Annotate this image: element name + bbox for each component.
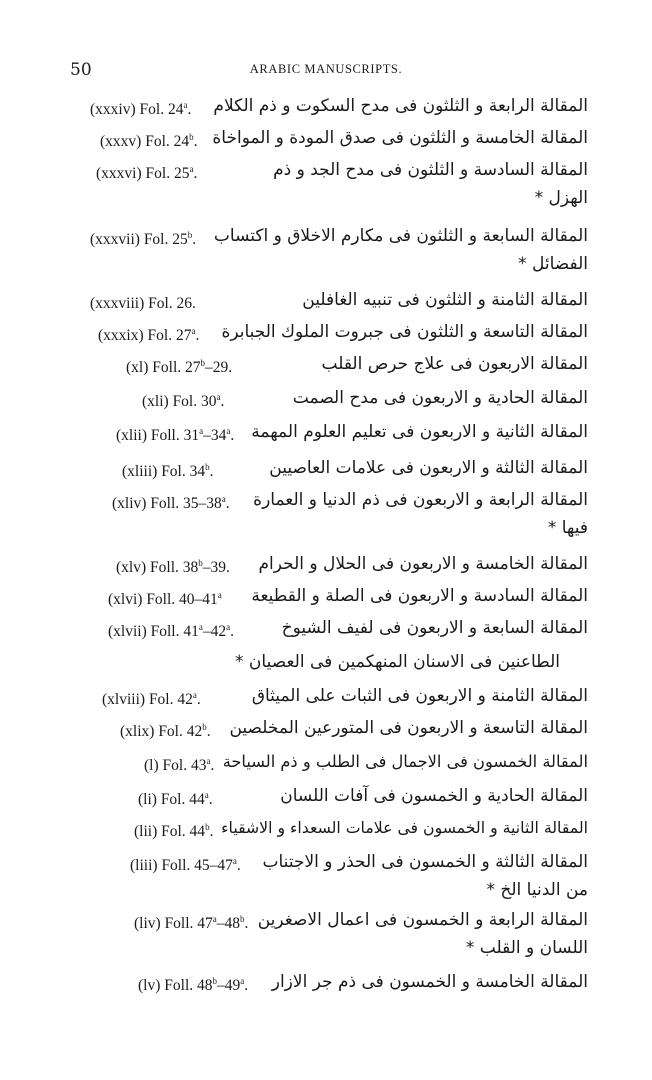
- folio-text: Foll. 45–47: [161, 857, 233, 874]
- section-number: (xlv): [116, 559, 147, 576]
- folio-text: Foll. 47: [164, 915, 213, 932]
- arabic-chapter-title: المقالة الثانية و الاربعون فى تعليم العلوم المهمة: [251, 422, 588, 442]
- folio-text: Fol. 25: [145, 165, 190, 182]
- folio-side: a: [199, 426, 204, 436]
- arabic-chapter-title: المقالة الثامنة و الاربعون فى الثبات على الميثاق: [251, 686, 588, 706]
- folio-reference: [90, 100, 191, 119]
- section-number: (liii): [130, 857, 158, 874]
- folio-range-rest: .: [225, 495, 230, 512]
- folio-reference: [108, 622, 234, 641]
- folio-range-rest: –48: [216, 915, 241, 932]
- section-number: (xxxix): [98, 327, 144, 344]
- folio-reference: [122, 462, 214, 481]
- folio-side: a: [217, 590, 222, 600]
- entry-row: [0, 752, 652, 780]
- entry-row: [0, 718, 652, 746]
- folio-text: Fol. 43: [162, 757, 207, 774]
- folio-side: b: [205, 822, 210, 832]
- folio-range-rest: .: [208, 791, 213, 808]
- folio-reference: [98, 326, 199, 345]
- section-number: (xlii): [116, 427, 147, 444]
- folio-reference: [116, 426, 234, 445]
- folio-text: Fol. 25: [143, 231, 188, 248]
- section-number: (xli): [142, 393, 169, 410]
- section-number: (xxxvii): [90, 231, 140, 248]
- entry-row: [0, 972, 652, 1000]
- folio-side: b: [202, 722, 207, 732]
- folio-reference: [96, 164, 197, 183]
- folio-reference: [112, 494, 230, 513]
- folio-side: a: [198, 622, 203, 632]
- folio-range-rest: .: [220, 393, 225, 410]
- entry-row: [0, 786, 652, 814]
- folio-side: a: [192, 690, 197, 700]
- folio-range-rest: .: [187, 101, 192, 118]
- arabic-chapter-title: المقالة الثامنة و الثلثون فى تنبيه الغافلين: [302, 290, 588, 310]
- folio-text: Fol. 42: [148, 691, 193, 708]
- folio-range-rest: –34: [203, 427, 227, 444]
- folio-reference: [138, 790, 213, 809]
- arabic-title-continuation: الهزل *: [534, 188, 588, 208]
- folio-text: Foll. 31: [150, 427, 200, 444]
- section-number: (lii): [134, 823, 158, 840]
- folio-side: a: [232, 856, 237, 866]
- folio-reference: [108, 590, 222, 609]
- folio-text: Foll. 41: [150, 623, 199, 640]
- section-number: (liv): [134, 915, 161, 932]
- section-number: (xlvii): [108, 623, 147, 640]
- folio-range-rest: .: [209, 463, 214, 480]
- folio-side: a: [206, 756, 211, 766]
- folio-reference: [144, 756, 214, 775]
- section-number: (li): [138, 791, 157, 808]
- folio-reference: [90, 230, 196, 249]
- folio-text: Fol. 42: [158, 723, 203, 740]
- arabic-chapter-title: المقالة السادسة و الثلثون فى مدح الجد و ذم: [273, 160, 588, 180]
- folio-reference: [138, 976, 248, 995]
- entry-row: [0, 160, 652, 188]
- folio-range-rest: –29.: [205, 359, 233, 376]
- arabic-chapter-title: المقالة التاسعة و الثلثون فى جبروت الملوك الجبابرة: [221, 322, 588, 342]
- arabic-chapter-title: المقالة الثانية و الخمسون فى علامات السعداء و الاشقياء: [221, 818, 588, 837]
- arabic-chapter-title: المقالة السادسة و الاربعون فى الصلة و القطيعة: [251, 586, 588, 606]
- folio-side: b: [212, 976, 217, 986]
- section-number: (xxxviii): [90, 295, 145, 312]
- folio-text: Fol. 34: [161, 463, 206, 480]
- folio-side-end: a: [240, 976, 245, 986]
- entry-row: [0, 458, 652, 486]
- arabic-chapter-title: المقالة الرابعة و الاربعون فى ذم الدنيا و العمارة: [253, 490, 588, 510]
- folio-range-rest: .: [192, 231, 197, 248]
- entry-row: [0, 322, 652, 350]
- entry-row: [0, 818, 652, 846]
- entry-row: [0, 910, 652, 938]
- arabic-chapter-title: المقالة الاربعون فى علاج حرص القلب: [321, 354, 588, 374]
- folio-side-end: a: [226, 426, 231, 436]
- section-number: (lv): [138, 977, 161, 994]
- page-number: 50: [70, 60, 92, 80]
- folio-range-rest: .: [210, 757, 215, 774]
- arabic-chapter-title: المقالة الخامسة و الثلثون فى صدق المودة و المواخاة: [212, 128, 588, 148]
- folio-text: Foll. 48: [164, 977, 213, 994]
- arabic-chapter-title: المقالة التاسعة و الاربعون فى المتورعين المخلصين: [229, 718, 588, 738]
- folio-range-rest: .: [195, 327, 200, 344]
- arabic-chapter-title: المقالة الحادية و الاربعون فى مدح الصمت: [292, 388, 588, 408]
- folio-text: Fol. 27: [147, 327, 192, 344]
- section-number: (l): [144, 757, 159, 774]
- folio-reference: [134, 822, 213, 841]
- section-number: (xlviii): [102, 691, 146, 708]
- folio-range-rest: –39.: [202, 559, 230, 576]
- folio-side: a: [189, 164, 194, 174]
- folio-text: Foll. 40–41: [146, 591, 218, 608]
- folio-range-rest: .: [236, 857, 241, 874]
- entry-row: [0, 686, 652, 714]
- folio-side: a: [221, 494, 226, 504]
- folio-side: b: [198, 558, 203, 568]
- folio-text: Fol. 44: [161, 823, 206, 840]
- section-number: (xliv): [112, 495, 147, 512]
- entry-row: [0, 586, 652, 614]
- folio-side: a: [204, 790, 209, 800]
- section-number: (xliii): [122, 463, 158, 480]
- folio-range-rest: .: [196, 691, 201, 708]
- entry-row: [0, 96, 652, 124]
- folio-reference: [116, 558, 230, 577]
- section-number: (xlvi): [108, 591, 143, 608]
- section-number: (xxxv): [100, 133, 142, 150]
- folio-range-end: .: [244, 977, 249, 994]
- arabic-chapter-title: المقالة الثالثة و الخمسون فى الحذر و الاجتناب: [262, 852, 588, 872]
- folio-side-end: a: [226, 622, 231, 632]
- folio-range-end: .: [230, 427, 235, 444]
- folio-range-rest: –49: [217, 977, 241, 994]
- entry-row: [0, 554, 652, 582]
- entry-row: [0, 618, 652, 646]
- arabic-chapter-title: المقالة السابعة و الثلثون فى مكارم الاخلاق و اكتساب: [213, 226, 588, 246]
- folio-side: b: [205, 462, 210, 472]
- arabic-chapter-title: المقالة الحادية و الخمسون فى آفات اللسان: [280, 786, 588, 806]
- arabic-chapter-title: المقالة الخمسون فى الاجمال فى الطلب و ذم السياحة: [222, 752, 588, 771]
- folio-range-rest: .: [206, 723, 211, 740]
- entry-row: [0, 354, 652, 382]
- folio-reference: [134, 914, 248, 933]
- folio-reference: [100, 132, 198, 151]
- arabic-chapter-title: المقالة الثالثة و الاربعون فى علامات العاصيين: [269, 458, 588, 478]
- arabic-chapter-title: المقالة السابعة و الاربعون فى لفيف الشيوخ: [281, 618, 588, 638]
- folio-side: b: [200, 358, 205, 368]
- arabic-title-continuation: الطاعنين فى الاسنان المنهكمين فى العصيان *: [235, 652, 560, 672]
- section-number: (xxxiv): [90, 101, 136, 118]
- folio-side: a: [191, 326, 196, 336]
- arabic-chapter-title: المقالة الخامسة و الاربعون فى الحلال و الحرام: [258, 554, 588, 574]
- folio-side: b: [187, 230, 193, 240]
- arabic-title-continuation: من الدنيا الخ *: [486, 880, 588, 900]
- folio-reference: [142, 392, 224, 411]
- folio-reference: [120, 722, 211, 741]
- folio-reference: [90, 294, 196, 313]
- arabic-title-continuation: اللسان و القلب *: [465, 938, 588, 958]
- arabic-chapter-title: المقالة الرابعة و الخمسون فى اعمال الاصغرين: [257, 910, 588, 930]
- folio-text: Fol. 30: [172, 393, 217, 410]
- entry-row: [0, 490, 652, 518]
- folio-reference: [130, 856, 241, 875]
- arabic-title-continuation: فيها *: [547, 518, 588, 538]
- folio-range-rest: .: [193, 133, 198, 150]
- folio-side: a: [216, 392, 221, 402]
- section-number: (xl): [126, 359, 149, 376]
- arabic-chapter-title: المقالة الخامسة و الخمسون فى ذم جر الازار: [271, 972, 588, 992]
- folio-side: a: [212, 914, 217, 924]
- entry-row: [0, 128, 652, 156]
- entry-row: [0, 388, 652, 416]
- folio-range-rest: –42: [202, 623, 227, 640]
- arabic-chapter-title: المقالة الرابعة و الثلثون فى مدح السكوت و ذم الكلام: [213, 96, 588, 116]
- folio-range-rest: .: [193, 165, 198, 182]
- entry-row: [0, 226, 652, 254]
- arabic-title-continuation: الفضائل *: [518, 254, 588, 274]
- section-number: (xxxvi): [96, 165, 142, 182]
- folio-side: b: [189, 132, 194, 142]
- entry-row: [0, 422, 652, 450]
- folio-reference: [126, 358, 232, 377]
- running-title: ARABIC MANUSCRIPTS.: [249, 62, 403, 76]
- section-number: (xlix): [120, 723, 155, 740]
- folio-text: Foll. 35–38: [150, 495, 222, 512]
- folio-side-end: b: [240, 914, 245, 924]
- folio-reference: [102, 690, 201, 709]
- folio-text: Fol. 24: [145, 133, 190, 150]
- folio-range-rest: .: [209, 823, 214, 840]
- folio-text: Foll. 27: [152, 359, 201, 376]
- folio-range-end: .: [230, 623, 234, 640]
- folio-text: Fol. 26.: [148, 295, 196, 312]
- folio-text: Foll. 38: [150, 559, 199, 576]
- entry-row: [0, 290, 652, 318]
- entry-row: [0, 852, 652, 880]
- folio-side: a: [183, 100, 188, 110]
- folio-text: Fol. 44: [160, 791, 205, 808]
- folio-text: Fol. 24: [139, 101, 184, 118]
- folio-range-end: .: [244, 915, 249, 932]
